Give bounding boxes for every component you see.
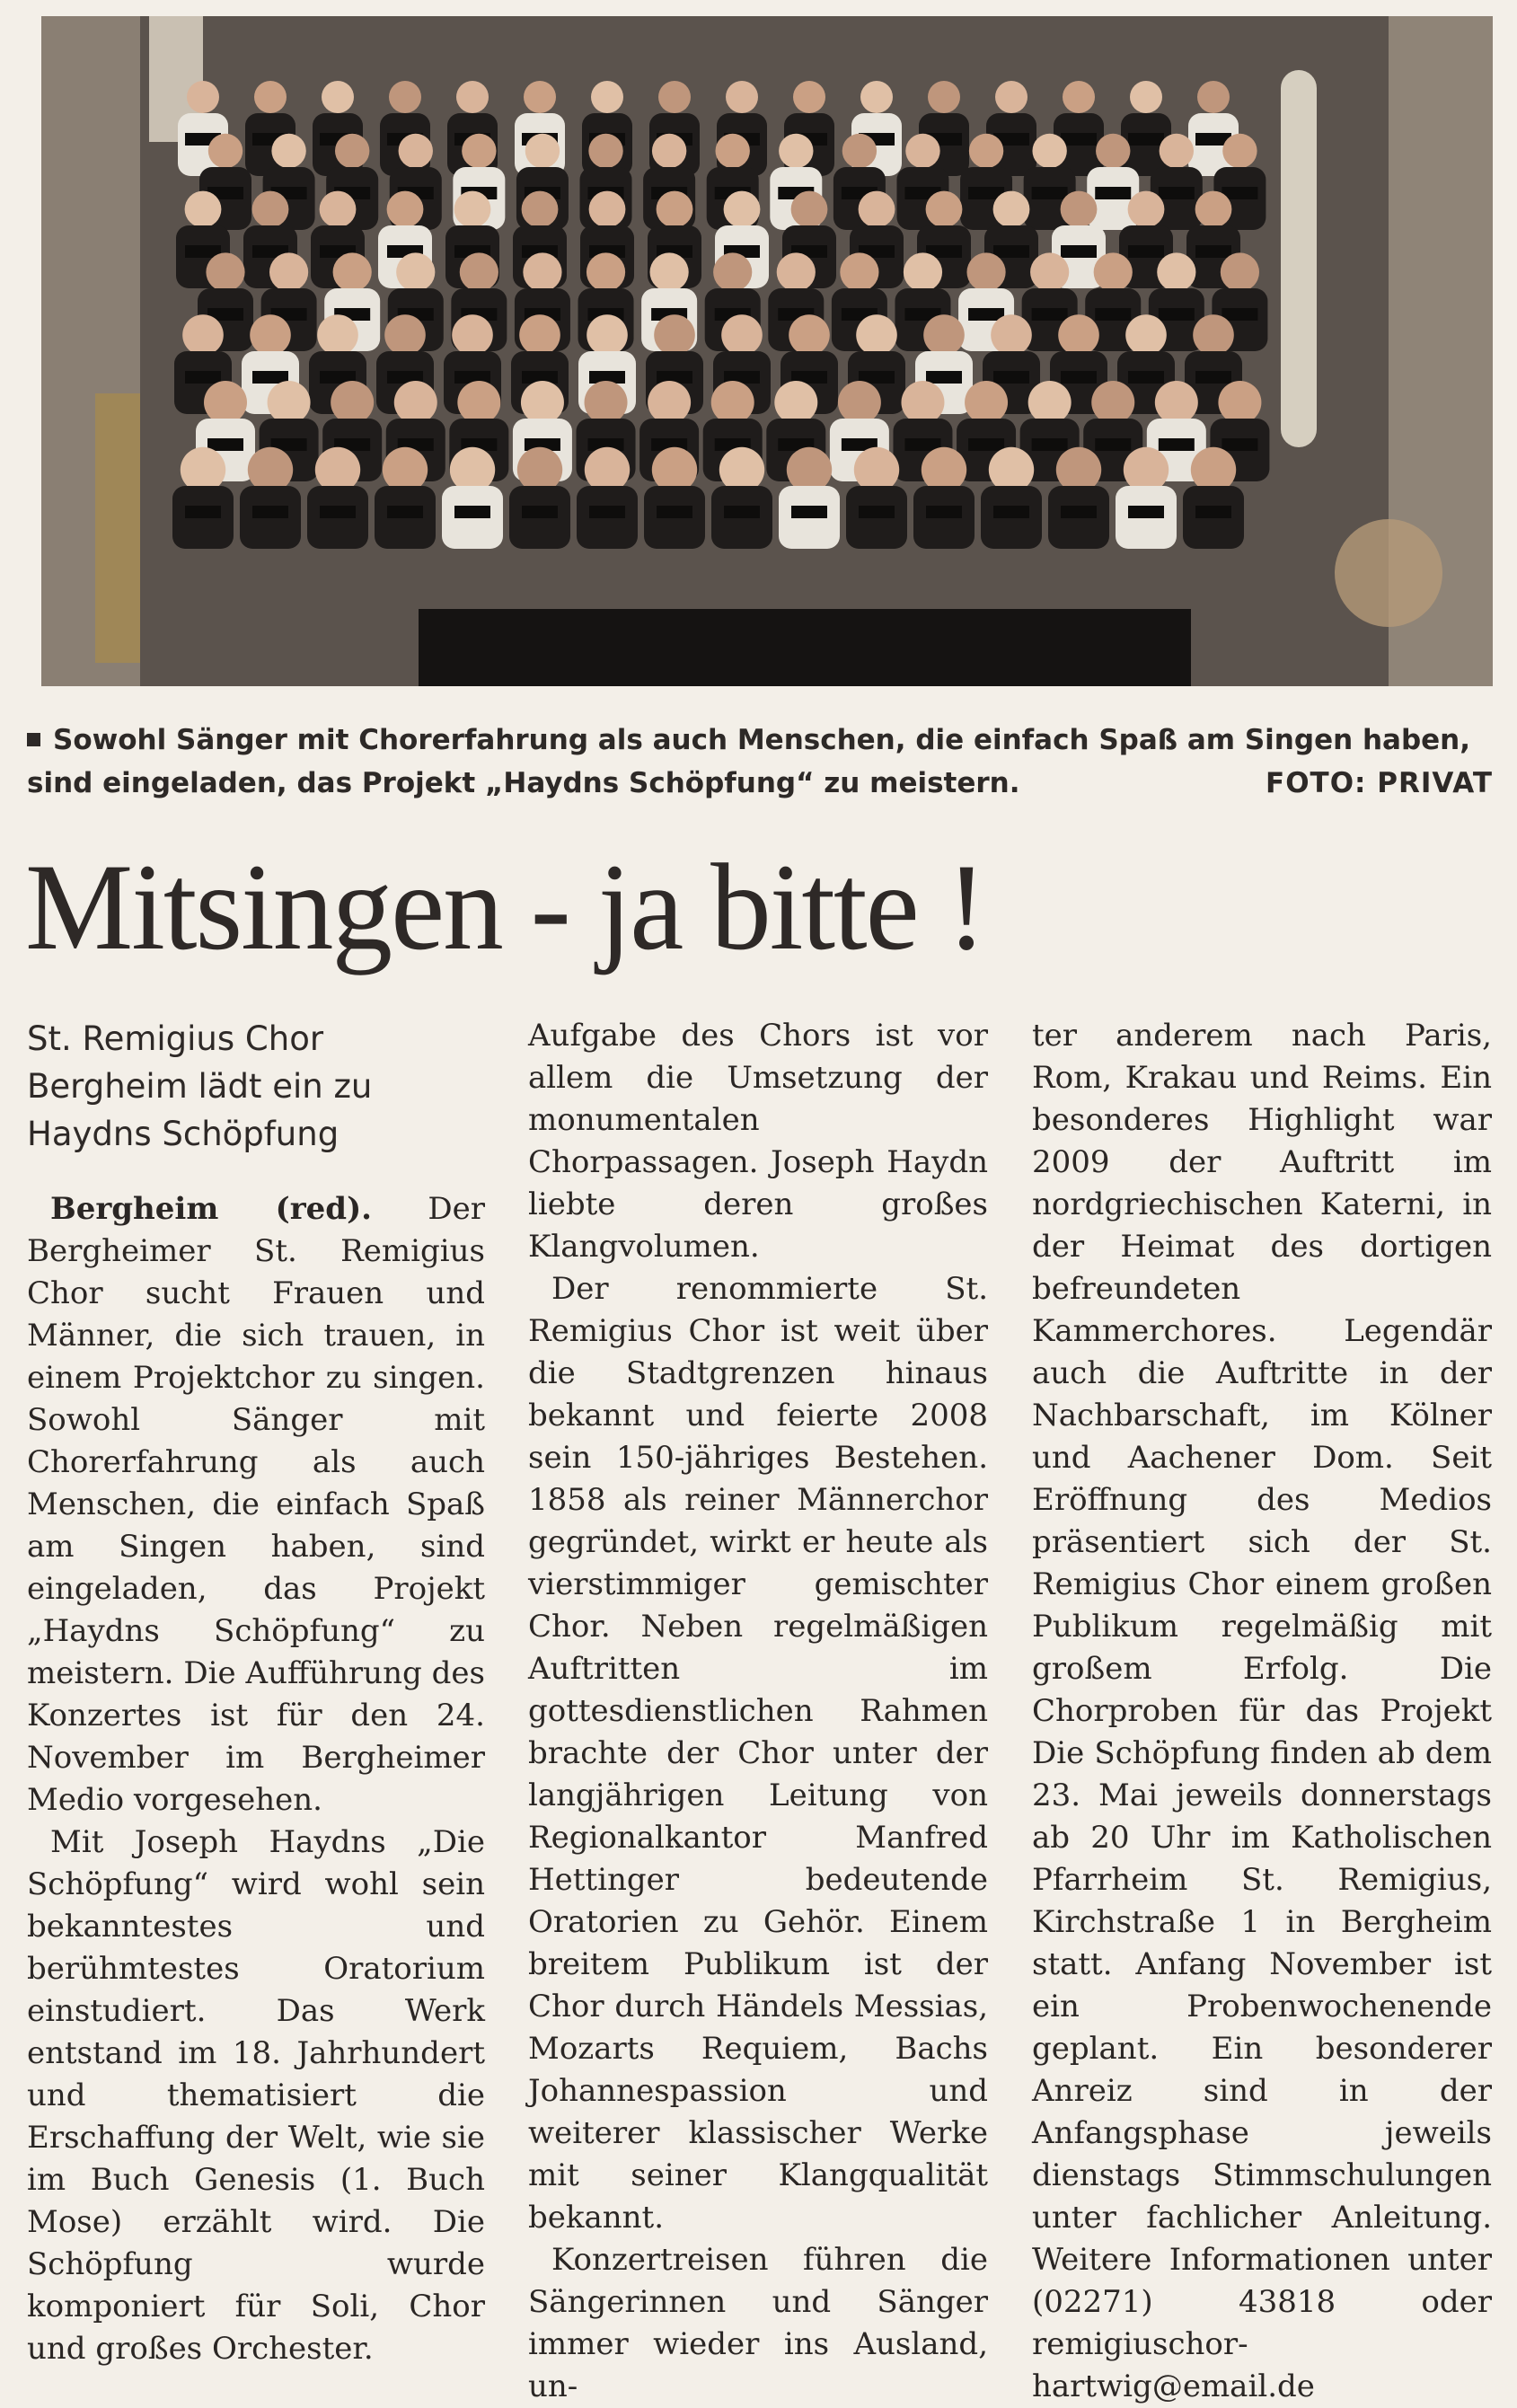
dateline: Bergheim (red). xyxy=(50,1191,373,1227)
article-subheadline: St. Remigius Chor Bergheim lädt ein zu Haydns Schöpfung xyxy=(27,1019,373,1153)
photo-caption xyxy=(27,719,1493,805)
caption-text: Sowohl Sänger mit Chorerfahrung als auch Menschen, die einfach Spaß am Singen haben, sind eingeladen, das Projekt „Haydns Schöpfung“ zu meistern. xyxy=(27,724,1471,799)
article-column-2 xyxy=(528,1015,988,2408)
article-paragraph: Mit Joseph Haydns „Die Schöpfung“ wird wohl sein bekanntestes und berühmtestes Oratorium einstudiert. Das Werk entstand im 18. Jahrhundert und thematisiert die Erschaffung der Welt, wie sie im Buch Genesis (1. Buch Mose) erzählt wird. Die Schöpfung wurde komponiert für Soli, Chor und großes Orchester. xyxy=(27,1824,485,2367)
choir-photo xyxy=(41,16,1493,686)
article-column-1 xyxy=(27,1015,485,2370)
paragraph-text: Der Bergheimer St. Remigius Chor sucht Frauen und Männer, die sich trauen, in einem Projektchor zu singen. Sowohl Sänger mit Chorerfahrung als auch Menschen, die einfach Spaß am Singen haben, sind eingeladen, das Projekt „Haydns Schöpfung“ zu meistern. Die Aufführung des Konzertes ist für den 24. November im Bergheimer Medio vorgesehen. xyxy=(27,1191,486,1818)
article-paragraph: Aufgabe des Chors ist vor allem die Umsetzung der monumentalen Chorpassagen. Joseph Haydn liebte deren großes Klangvolumen. xyxy=(528,1018,988,1265)
article-headline: Mitsingen - ja bitte ! xyxy=(25,838,985,975)
caption-bullet-icon xyxy=(27,733,40,746)
article-column-3 xyxy=(1032,1015,1492,2408)
article-paragraph: Der renommierte St. Remigius Chor ist weit über die Stadtgrenzen hinaus bekannt und feierte 2008 sein 150-jähriges Bestehen. 1858 als reiner Männerchor gegründet, wirkt er heute als vierstimmiger gemischter Chor. Neben regelmäßigen Auftritten im gottesdienstlichen Rahmen brachte der Chor unter der langjährigen Leitung von Regionalkantor Manfred Hettinger bedeutende Oratorien zu Gehör. Einem breitem Publikum ist der Chor durch Händels Messias, Mozarts Requiem, Bachs Johannespassion und weiterer klassischer Werke mit seiner Klangqualität bekannt. xyxy=(528,1271,988,2236)
choir-scene-image xyxy=(41,16,1493,686)
article-paragraph xyxy=(27,1188,485,1821)
article-paragraph: ter anderem nach Paris, Rom, Krakau und Reims. Ein besonderes Highlight war 2009 der Auftritt im nordgriechischen Katerni, in der Heimat des dortigen befreundeten Kammerchores. Legendär auch die Auftritte in der Nachbarschaft, im Kölner und Aachener Dom. Seit Eröffnung des Medios präsentiert sich der St. Remigius Chor einem großen Publikum regelmäßig mit großem Erfolg. Die Chorproben für das Projekt Die Schöpfung finden ab dem 23. Mai jeweils donnerstags ab 20 Uhr im Katholischen Pfarrheim St. Remigius, Kirchstraße 1 in Bergheim statt. Anfang November ist ein Probenwochenende geplant. Ein besonderer Anreiz sind in der Anfangsphase jeweils dienstags Stimmschulungen unter fachlicher Anleitung. Weitere Informationen unter (02271) 43818 oder remigiuschor-hartwig@email.de xyxy=(1032,1018,1492,2404)
article-paragraph: Konzertreisen führen die Sängerinnen und Sänger immer wieder ins Ausland, un- xyxy=(528,2242,988,2404)
photo-credit: FOTO: PRIVAT xyxy=(1266,767,1493,799)
